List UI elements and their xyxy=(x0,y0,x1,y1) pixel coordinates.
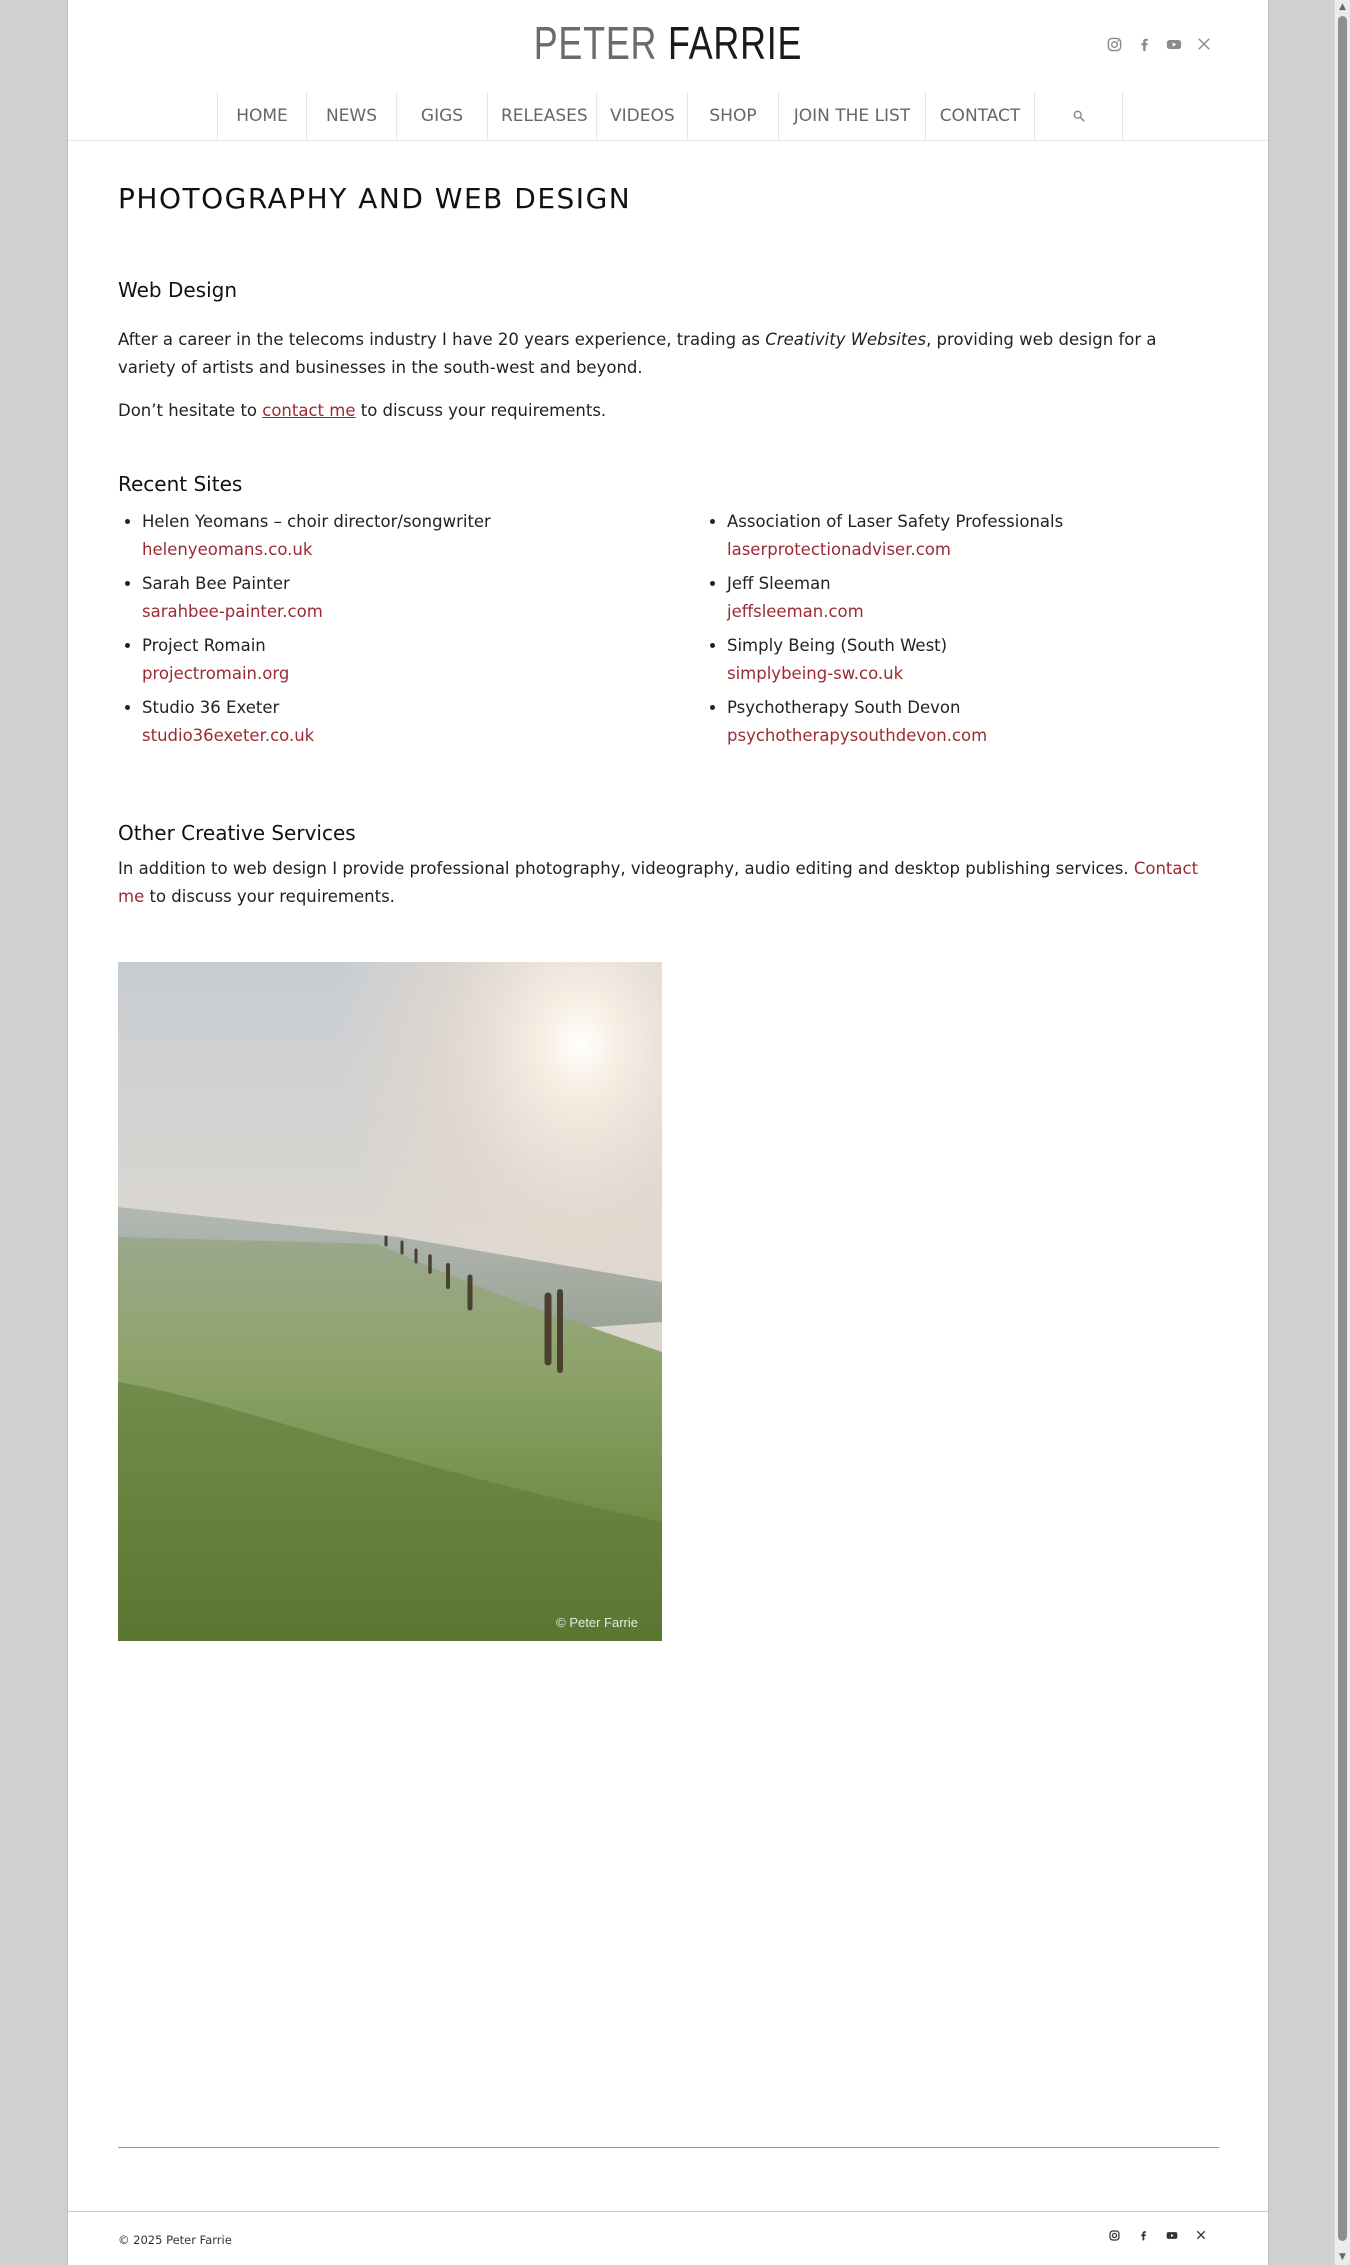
other-services-text xyxy=(118,855,1218,911)
site-name: Jeff Sleeman xyxy=(727,574,831,593)
site-name: Helen Yeomans – choir director/songwriter xyxy=(142,512,491,531)
list-item xyxy=(727,570,1267,626)
photo-watermark: © Peter Farrie xyxy=(556,1615,638,1630)
logo-first: PETER xyxy=(533,17,658,69)
youtube-icon[interactable] xyxy=(1166,36,1182,52)
site-link[interactable]: jeffsleeman.com xyxy=(727,602,864,621)
list-item xyxy=(142,570,702,626)
site-logo[interactable] xyxy=(200,16,1136,70)
site-name: Psychotherapy South Devon xyxy=(727,698,961,717)
x-icon[interactable] xyxy=(1195,2229,1207,2241)
site-link[interactable]: simplybeing-sw.co.uk xyxy=(727,664,904,683)
site-link[interactable]: psychotherapysouthdevon.com xyxy=(727,726,988,745)
list-item xyxy=(142,508,702,564)
nav-item-home[interactable]: HOME xyxy=(217,92,306,140)
site-name: Studio 36 Exeter xyxy=(142,698,280,717)
page-container xyxy=(67,0,1269,2265)
main-nav xyxy=(217,92,1123,140)
nav-item-join-the-list[interactable]: JOIN THE LIST xyxy=(778,92,925,140)
services-after: to discuss your requirements. xyxy=(144,887,395,906)
list-item xyxy=(727,508,1267,564)
page-title: PHOTOGRAPHY AND WEB DESIGN xyxy=(118,182,632,215)
list-item xyxy=(727,694,1267,750)
recent-sites-heading: Recent Sites xyxy=(118,472,243,496)
site-link[interactable]: projectromain.org xyxy=(142,664,290,683)
nav-item-releases[interactable]: RELEASES xyxy=(487,92,596,140)
site-link[interactable]: laserprotectionadviser.com xyxy=(727,540,951,559)
nav-search[interactable] xyxy=(1034,92,1123,140)
footer-divider xyxy=(118,2147,1219,2148)
contact-me-link[interactable]: contact me xyxy=(262,401,356,420)
contact-after: to discuss your requirements. xyxy=(355,401,607,420)
services-contact-link[interactable]: Contact me xyxy=(118,859,1199,906)
facebook-icon[interactable] xyxy=(1136,36,1152,52)
header-divider xyxy=(68,140,1268,141)
contact-before: Don’t hesitate to xyxy=(118,401,263,420)
scroll-down-arrow-icon[interactable]: ▼ xyxy=(1339,2252,1346,2262)
site-link[interactable]: sarahbee-painter.com xyxy=(142,602,323,621)
recent-sites-right-list xyxy=(703,508,1267,756)
list-item xyxy=(142,632,702,688)
scroll-up-arrow-icon[interactable]: ▲ xyxy=(1339,2,1346,12)
x-icon[interactable] xyxy=(1196,36,1212,52)
other-services-heading: Other Creative Services xyxy=(118,821,356,845)
site-link[interactable]: studio36exeter.co.uk xyxy=(142,726,315,745)
site-name: Project Romain xyxy=(142,636,266,655)
nav-item-shop[interactable]: SHOP xyxy=(687,92,778,140)
recent-sites-left-list xyxy=(118,508,702,756)
services-before: In addition to web design I provide professional photography, videography, audio editing and desktop publishing services. xyxy=(118,859,1134,878)
logo-last: FARRIE xyxy=(668,17,803,69)
list-item xyxy=(727,632,1267,688)
intro-after: , providing web design for a variety of artists and businesses in the south-west and beyond. xyxy=(118,330,1157,377)
web-design-intro xyxy=(118,326,1218,382)
site-name: Sarah Bee Painter xyxy=(142,574,290,593)
nav-item-videos[interactable]: VIDEOS xyxy=(596,92,687,140)
search-icon[interactable] xyxy=(1073,110,1085,122)
instagram-icon[interactable] xyxy=(1108,2229,1120,2241)
site-name: Simply Being (South West) xyxy=(727,636,948,655)
footer-bar-line xyxy=(68,2211,1268,2212)
header-social-links xyxy=(1106,36,1212,52)
facebook-icon[interactable] xyxy=(1137,2229,1149,2241)
list-item xyxy=(142,694,702,750)
nav-item-contact[interactable]: CONTACT xyxy=(925,92,1034,140)
site-link[interactable]: helenyeomans.co.uk xyxy=(142,540,313,559)
intro-italic: Creativity Websites xyxy=(765,330,927,349)
instagram-icon[interactable] xyxy=(1106,36,1122,52)
page-scrollbar[interactable] xyxy=(1334,0,1350,2265)
footer-social-links xyxy=(1108,2229,1207,2241)
contact-paragraph xyxy=(118,397,1218,425)
nav-item-news[interactable]: NEWS xyxy=(306,92,396,140)
site-name: Association of Laser Safety Professionals xyxy=(727,512,1064,531)
landscape-photo xyxy=(118,962,662,1641)
web-design-heading: Web Design xyxy=(118,278,238,302)
nav-item-gigs[interactable]: GIGS xyxy=(396,92,487,140)
intro-before: After a career in the telecoms industry I have 20 years experience, trading as xyxy=(118,330,766,349)
youtube-icon[interactable] xyxy=(1166,2229,1178,2241)
scrollbar-thumb[interactable] xyxy=(1338,16,1347,2241)
copyright-text: © 2025 Peter Farrie xyxy=(118,2233,232,2247)
